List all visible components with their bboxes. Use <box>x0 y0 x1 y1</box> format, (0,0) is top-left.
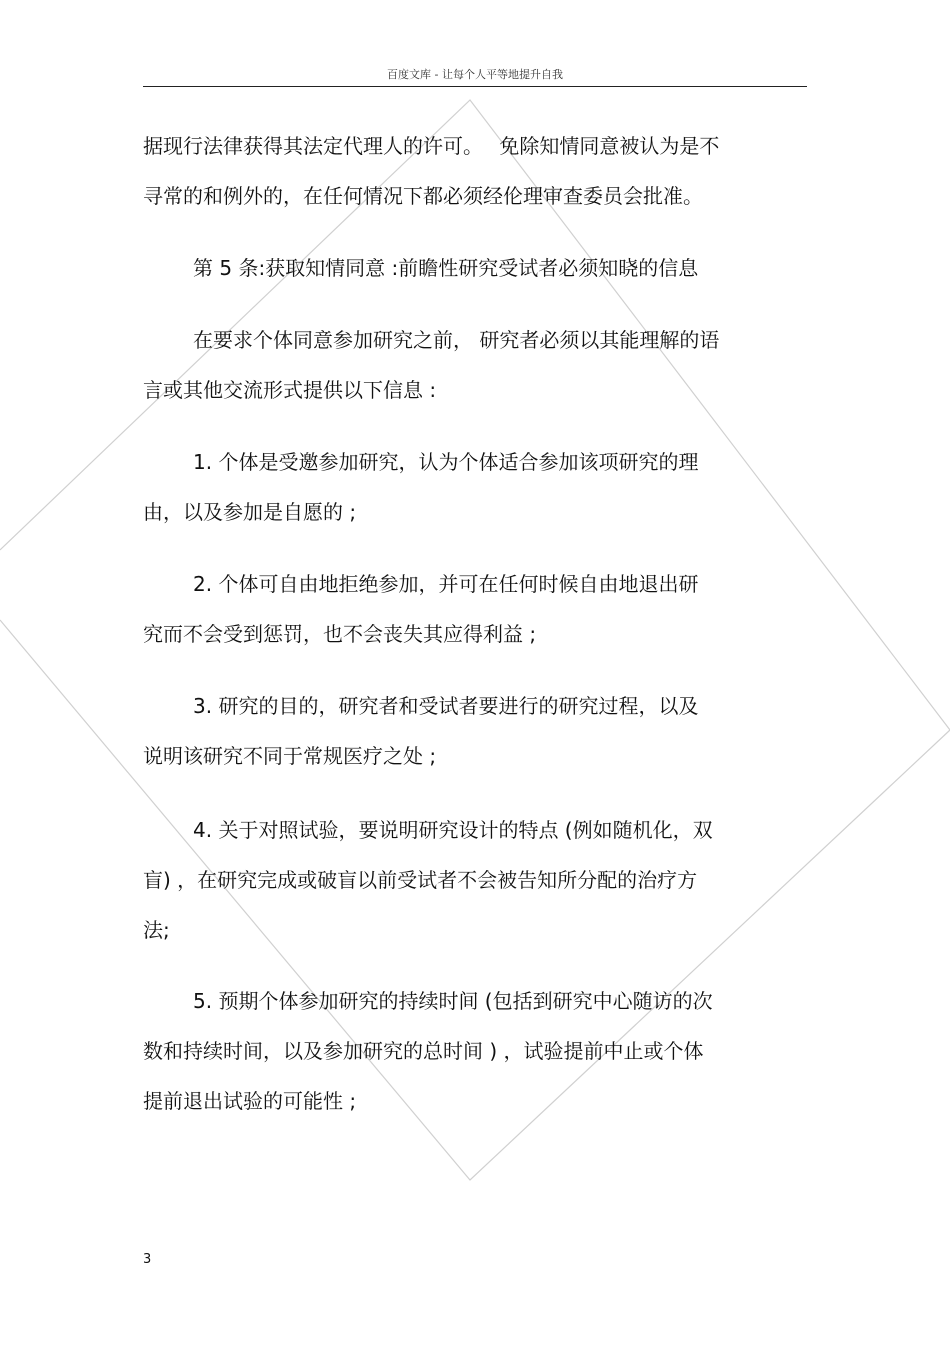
text-line: 据现行法律获得其法定代理人的许可。 免除知情同意被认为是不 <box>143 134 720 158</box>
list-item-1 <box>143 437 803 537</box>
list-item-3 <box>143 681 803 781</box>
text-line: 说明该研究不同于常规医疗之处 ; <box>143 744 437 768</box>
page-number: 3 <box>143 1252 152 1267</box>
text-line: 寻常的和例外的，在任何情况下都必须经伦理审查委员会批准。 <box>143 184 703 208</box>
page-header: 百度文库 - 让每个人平等地提升自我 <box>387 68 563 81</box>
paragraph-intro <box>143 315 803 415</box>
text-line: 3. 研究的目的，研究者和受试者要进行的研究过程，以及 <box>193 694 699 718</box>
text-line: 1. 个体是受邀参加研究，认为个体适合参加该项研究的理 <box>193 450 699 474</box>
text-line: 第 5 条:获取知情同意 :前瞻性研究受试者必须知晓的信息 <box>193 256 699 280</box>
list-item-2 <box>143 559 803 659</box>
text-line: 数和持续时间，以及参加研究的总时间 ) ，试验提前中止或个体 <box>143 1039 704 1063</box>
header-divider <box>143 86 807 87</box>
text-line: 5. 预期个体参加研究的持续时间 (包括到研究中心随访的次 <box>193 989 713 1013</box>
list-item-4 <box>143 805 803 955</box>
text-line: 在要求个体同意参加研究之前， 研究者必须以其能理解的语 <box>193 328 720 352</box>
paragraph-consent-waiver <box>143 121 803 221</box>
article-5-heading <box>143 243 803 293</box>
text-line: 提前退出试验的可能性 ; <box>143 1089 357 1113</box>
text-line: 由，以及参加是自愿的 ; <box>143 500 357 524</box>
text-line: 2. 个体可自由地拒绝参加，并可在任何时候自由地退出研 <box>193 572 699 596</box>
text-line: 盲) ，在研究完成或破盲以前受试者不会被告知所分配的治疗方 <box>143 868 698 892</box>
text-line: 究而不会受到惩罚，也不会丧失其应得利益 ; <box>143 622 537 646</box>
text-line: 法; <box>143 918 170 942</box>
text-line: 4. 关于对照试验，要说明研究设计的特点 (例如随机化，双 <box>193 818 713 842</box>
list-item-5 <box>143 976 803 1126</box>
text-line: 言或其他交流形式提供以下信息 : <box>143 378 437 402</box>
